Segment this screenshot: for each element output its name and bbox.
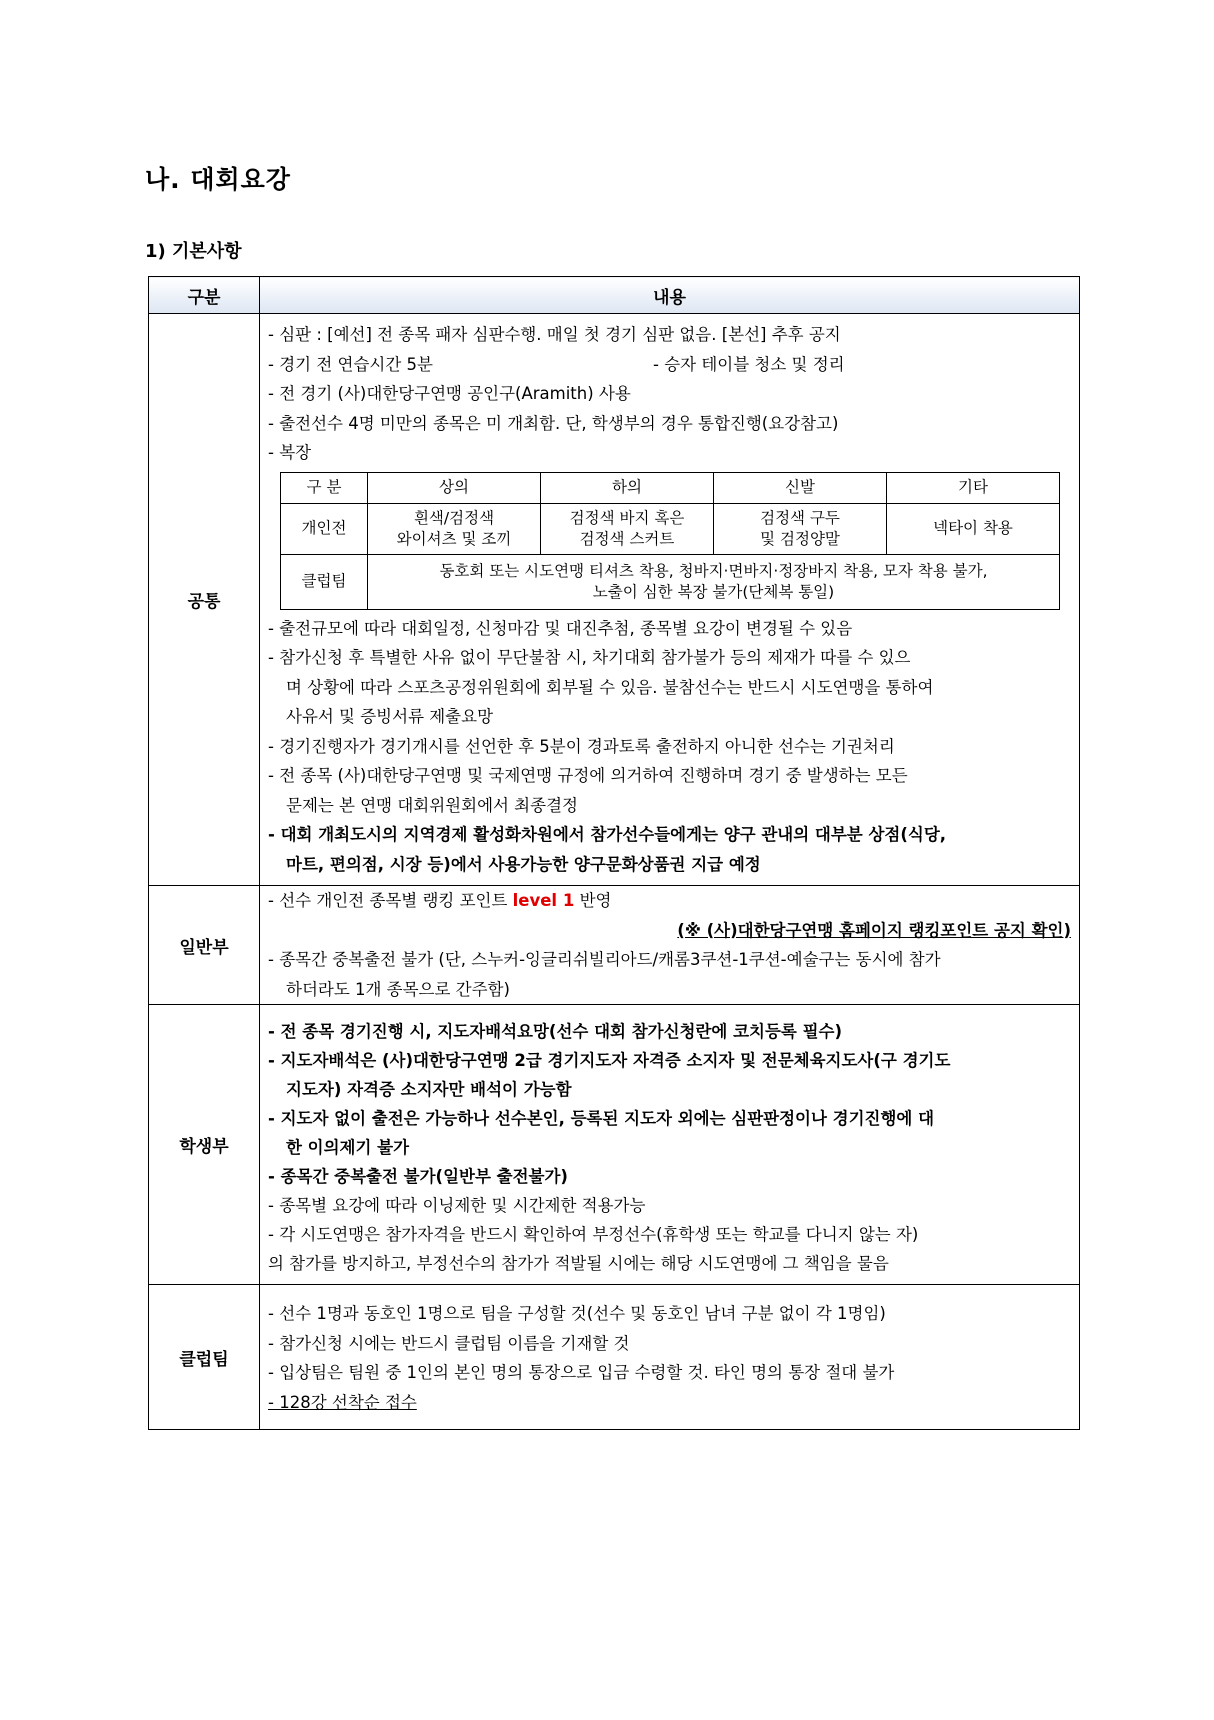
- rule-line: 사유서 및 증빙서류 제출요망: [286, 707, 494, 726]
- dress-header: 상의: [368, 472, 541, 503]
- dress-text: 와이셔츠 및 조끼: [396, 529, 512, 548]
- ranking-notice-note: (※ (사)대한당구연맹 홈페이지 랭킹포인트 공지 확인): [677, 920, 1071, 940]
- header-category: 구분: [149, 277, 260, 314]
- content-common: [260, 314, 1080, 886]
- rule-line: [268, 350, 1071, 380]
- dress-cell: [541, 503, 714, 554]
- category-general: 일반부: [149, 886, 260, 1005]
- rule-line: - 참가신청 시에는 반드시 클럽팀 이름을 기재할 것: [268, 1333, 630, 1353]
- rule-line: - 각 시도연맹은 참가자격을 반드시 확인하여 부정선수(휴학생 또는 학교를 다니지 않는 자): [268, 1225, 919, 1244]
- rule-line: 한 이의제기 불가: [286, 1138, 410, 1157]
- rule-line: - 복장: [268, 443, 312, 462]
- dress-label: 클럽팀: [281, 554, 368, 609]
- dress-row-individual: [281, 503, 1060, 554]
- dress-text: 검정색 바지 혹은: [569, 508, 685, 527]
- rule-line: 하더라도 1개 종목으로 간주함): [286, 979, 510, 999]
- rule-line: - 선수 1명과 동호인 1명으로 팀을 구성할 것(선수 및 동호인 남녀 구분 없이 각 1명임): [268, 1304, 886, 1323]
- row-general: [149, 886, 1080, 1005]
- page-title: 나. 대회요강: [145, 165, 291, 194]
- rule-line: 마트, 편의점, 시장 등)에서 사용가능한 양구문화상품권 지급 예정: [286, 854, 761, 874]
- rule-line: - 지도자배석은 (사)대한당구연맹 2급 경기지도자 자격증 소지자 및 전문체육지도사(구 경기도: [268, 1051, 951, 1070]
- rule-line: - 심판 : [예선] 전 종목 패자 심판수행. 매일 첫 경기 심판 없음. [본선] 추후 공지: [268, 325, 841, 344]
- dress-code-table: [280, 472, 1060, 610]
- dress-text: 검정색 구두: [760, 508, 840, 527]
- dress-header: 하의: [541, 472, 714, 503]
- dress-header-row: [281, 472, 1060, 503]
- rule-line: - 종목별 요강에 따라 이닝제한 및 시간제한 적용가능: [268, 1196, 646, 1215]
- row-common: [149, 314, 1080, 886]
- rule-line: - 입상팀은 팀원 중 1인의 본인 명의 통장으로 입금 수령할 것. 타인 명의 통장 절대 불가: [268, 1363, 895, 1382]
- rule-line: - 참가신청 후 특별한 사유 없이 무단불참 시, 차기대회 참가불가 등의 제재가 따를 수 있으: [268, 648, 911, 667]
- dress-label: 개인전: [281, 503, 368, 554]
- level-badge: level 1: [512, 891, 575, 910]
- rule-text: - 경기 전 연습시간 5분: [268, 354, 433, 374]
- content-student: [260, 1005, 1080, 1285]
- rule-line: 지도자) 자격증 소지자만 배석이 가능함: [286, 1080, 572, 1099]
- rule-line: - 종목간 중복출전 불가 (단, 스누커-잉글리쉬빌리아드/캐롬3쿠션-1쿠션-예술구는 동시에 참가: [268, 950, 941, 969]
- dress-text: 및 검정양말: [760, 529, 840, 548]
- dress-cell: [368, 503, 541, 554]
- row-student: [149, 1005, 1080, 1285]
- rule-line: - 128강 선착순 접수: [268, 1392, 417, 1412]
- row-club: [149, 1285, 1080, 1430]
- category-student: 학생부: [149, 1005, 260, 1285]
- rule-line: 며 상황에 따라 스포츠공정위원회에 회부될 수 있음. 불참선수는 반드시 시도연맹을 통하여: [286, 677, 934, 697]
- category-club: 클럽팀: [149, 1285, 260, 1430]
- header-row: [149, 277, 1080, 314]
- rule-text: 반영: [574, 891, 612, 910]
- dress-cell: 넥타이 착용: [887, 503, 1060, 554]
- rule-text: - 승자 테이블 청소 및 정리: [653, 354, 845, 374]
- dress-text: 흰색/검정색: [413, 508, 495, 527]
- rule-line: - 종목간 중복출전 불가(일반부 출전불가): [268, 1167, 568, 1186]
- rule-line: - 지도자 없이 출전은 가능하나 선수본인, 등록된 지도자 외에는 심판판정이나 경기진행에 대: [268, 1109, 935, 1128]
- dress-text: 노출이 심한 복장 불가(단체복 통일): [592, 582, 835, 601]
- rule-line: - 대회 개최도시의 지역경제 활성화차원에서 참가선수들에게는 양구 관내의 대부분 상점(식당,: [268, 825, 947, 844]
- rule-line: - 경기진행자가 경기개시를 선언한 후 5분이 경과토록 출전하지 아니한 선수는 기권처리: [268, 736, 895, 756]
- dress-text: 검정색 스커트: [579, 529, 675, 548]
- dress-cell: [368, 554, 1060, 609]
- rule-line: 의 참가를 방지하고, 부정선수의 참가가 적발될 시에는 해당 시도연맹에 그 책임을 물음: [268, 1254, 889, 1273]
- rule-line: [268, 886, 1071, 916]
- rule-line: 문제는 본 연맹 대회위원회에서 최종결정: [286, 795, 578, 815]
- content-club: [260, 1285, 1080, 1430]
- rule-line: - 전 종목 (사)대한당구연맹 및 국제연맹 규정에 의거하여 진행하며 경기 중 발생하는 모든: [268, 766, 908, 785]
- rule-line: - 전 경기 (사)대한당구연맹 공인구(Aramith) 사용: [268, 384, 631, 403]
- dress-cell: [714, 503, 887, 554]
- rule-text: - 선수 개인전 종목별 랭킹 포인트: [268, 891, 513, 910]
- header-content: 내용: [260, 277, 1080, 314]
- content-general: [260, 886, 1080, 1005]
- category-common: 공통: [149, 314, 260, 886]
- rules-table: [148, 276, 1080, 1430]
- dress-header: 기타: [887, 472, 1060, 503]
- rule-line: - 출전규모에 따라 대회일정, 신청마감 및 대진추첨, 종목별 요강이 변경될 수 있음: [268, 618, 853, 638]
- dress-header: 신발: [714, 472, 887, 503]
- dress-row-club: [281, 554, 1060, 609]
- rule-line: - 출전선수 4명 미만의 종목은 미 개최함. 단, 학생부의 경우 통합진행(요강참고): [268, 413, 839, 433]
- dress-text: 동호회 또는 시도연맹 티셔츠 착용, 청바지·면바지·정장바지 착용, 모자 착용 불가,: [439, 561, 988, 580]
- section-title: 1) 기본사항: [145, 241, 242, 262]
- rule-line: - 전 종목 경기진행 시, 지도자배석요망(선수 대회 참가신청란에 코치등록 필수): [268, 1022, 843, 1041]
- dress-header: 구 분: [281, 472, 368, 503]
